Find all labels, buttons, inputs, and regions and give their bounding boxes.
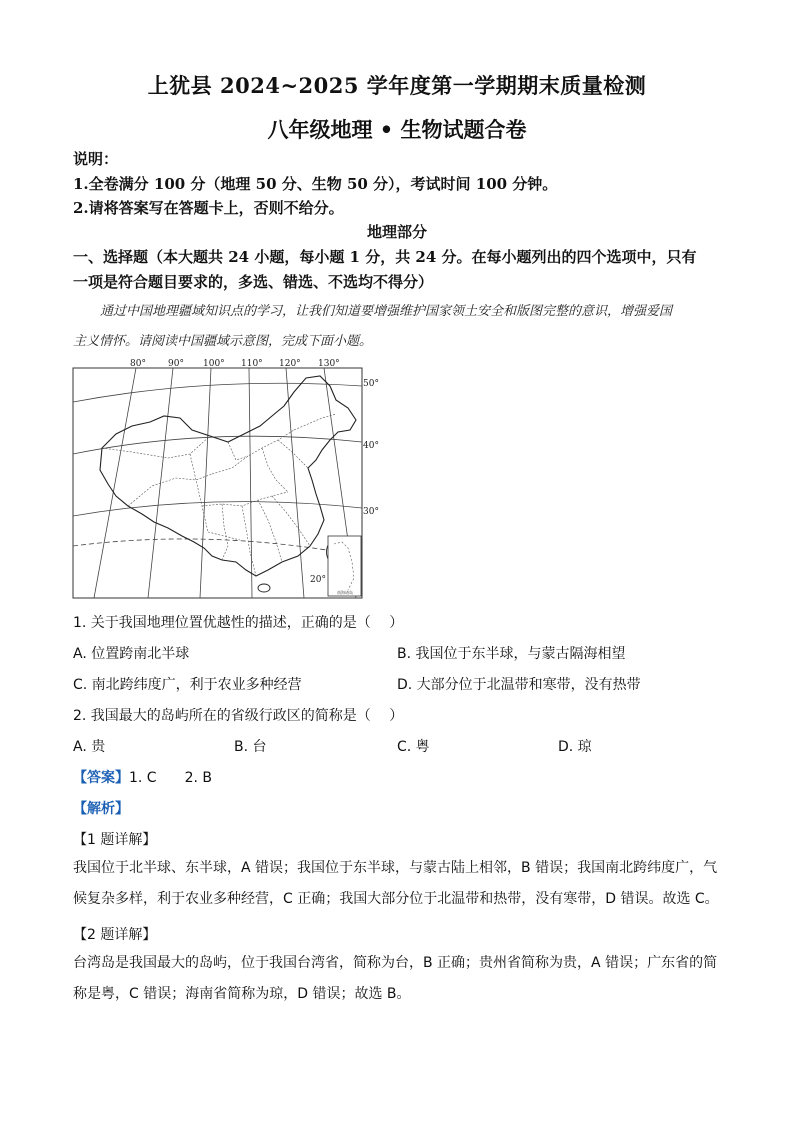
lat-label-50: 50°	[363, 379, 379, 389]
section-heading-line1: 一、选择题（本大题共 24 小题，每小题 1 分，共 24 分。在每小题列出的四个选项中，只有	[73, 248, 697, 266]
notes-label: 说明：	[73, 150, 119, 168]
note-item-2: 2.请将答案写在答题卡上，否则不给分。	[73, 199, 344, 217]
q2-analysis-tag: 【2 题详解】	[73, 927, 157, 943]
section-title: 地理部分	[366, 223, 427, 241]
lat-label-30: 30°	[363, 507, 379, 517]
intro-line2: 主义情怀。请阅读中国疆域示意图，完成下面小题。	[73, 334, 373, 349]
question-1-stem: 1. 关于我国地理位置优越性的描述，正确的是（ ）	[73, 615, 404, 631]
q2-option-c: C. 粤	[397, 739, 430, 755]
lon-label-90: 90°	[168, 359, 184, 369]
q1-option-d: D. 大部分位于北温带和寒带，没有热带	[397, 677, 641, 693]
q1-option-c: C. 南北跨纬度广，利于农业多种经营	[73, 677, 302, 693]
lat-label-40: 40°	[363, 441, 379, 451]
lon-label-80: 80°	[130, 359, 146, 369]
q1-analysis-text: 我国位于北半球、东半球，A 错误；我国位于东半球，与蒙古陆上相邻，B 错误；我国南北跨纬度广，气候复杂多样，利于农业多种经营，C 正确；我国大部分位于北温带和热带，没有寒带，D 错误。故选 C。	[73, 860, 719, 907]
south-china-sea-inset	[328, 536, 361, 596]
q1-option-a: A. 位置跨南北半球	[73, 646, 190, 662]
q2-option-a: A. 贵	[73, 739, 106, 755]
analysis-tag	[73, 798, 129, 818]
q2-option-d: D. 琼	[558, 739, 592, 755]
answer-text: 1. C 2. B	[129, 770, 212, 786]
exam-subtitle: 八年级地理 • 生物试题合卷	[267, 117, 527, 142]
section-heading-line2: 一项是符合题目要求的，多选、错选、不选均不得分）	[73, 273, 434, 291]
q2-option-b: B. 台	[234, 739, 267, 755]
map-svg	[72, 356, 379, 600]
note-item-1: 1.全卷满分 100 分（地理 50 分、生物 50 分），考试时间 100 分钟。	[73, 175, 558, 193]
lon-label-130: 130°	[318, 359, 340, 369]
lon-label-120: 120°	[279, 359, 301, 369]
exam-title: 上犹县 2024~2025 学年度第一学期期末质量检测	[147, 73, 647, 98]
q2-analysis-text: 台湾岛是我国最大的岛屿，位于我国台湾省，简称为台，B 正确；贵州省简称为贵，A 错误；广东省的简称是粤，C 错误；海南省简称为琼，D 错误；故选 B。	[73, 955, 718, 1002]
lat-label-20: 20°	[310, 575, 326, 585]
answer-tag: 【答案】	[73, 770, 129, 786]
inset-label: 南海诸岛	[337, 590, 353, 595]
map-frame	[73, 368, 362, 598]
province-boundaries	[102, 414, 336, 576]
china-territory-map	[72, 356, 379, 600]
hainan-island	[258, 584, 270, 592]
analysis-tag-text: 【解析】	[73, 801, 129, 817]
question-2-stem: 2. 我国最大的岛屿所在的省级行政区的简称是（ ）	[73, 708, 404, 724]
q1-option-b: B. 我国位于东半球，与蒙古隔海相望	[397, 646, 626, 662]
intro-line1: 通过中国地理疆域知识点的学习，让我们知道要增强维护国家领土安全和版图完整的意识，增强爱国	[100, 304, 673, 319]
lon-label-110: 110°	[241, 359, 263, 369]
lon-label-100: 100°	[203, 359, 225, 369]
q1-analysis-tag: 【1 题详解】	[73, 832, 157, 848]
answer-line	[73, 767, 212, 787]
